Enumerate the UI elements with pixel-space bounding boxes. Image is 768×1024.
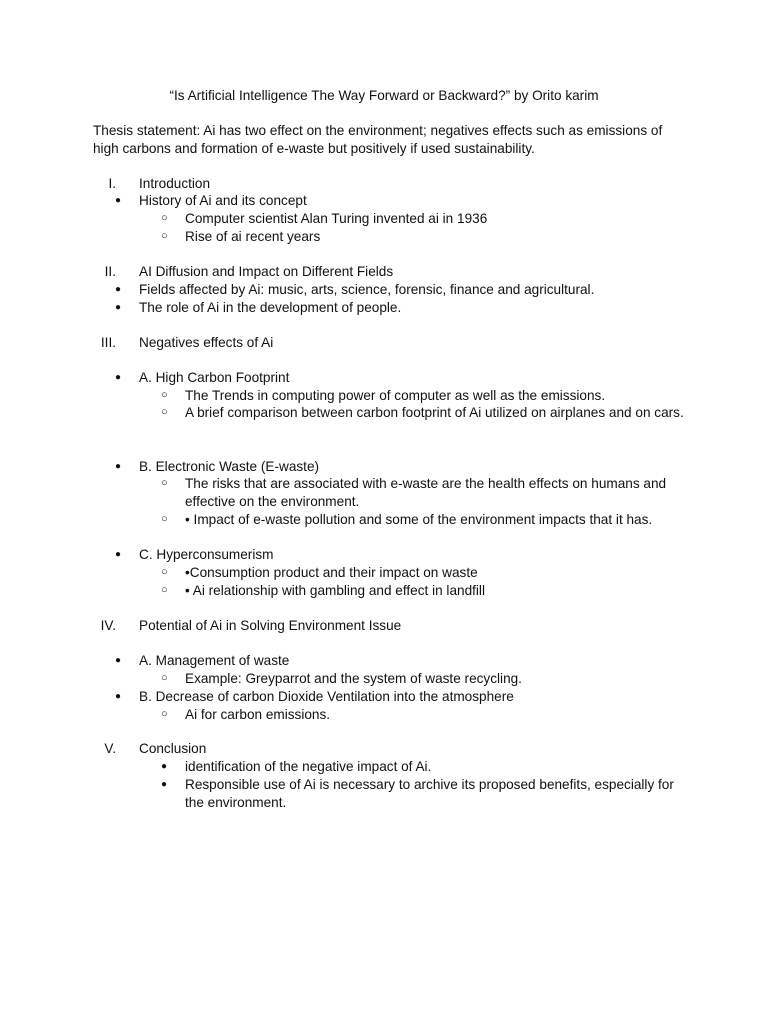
list-item: ● B. Decrease of carbon Dioxide Ventilation into the atmosphere (139, 688, 679, 706)
section-title: Negatives effects of Ai (139, 335, 274, 350)
list-item: ● A. Management of waste (139, 652, 679, 670)
section-numeral: V. (104, 741, 116, 756)
section-numeral: IV. (100, 618, 116, 633)
section-heading-ai-diffusion (0, 263, 768, 281)
thesis-statement: Thesis statement: Ai has two effect on the environment; negatives effects such as emissions of high carbons and formation of e-waste but positively if used sustainability. (93, 123, 663, 156)
section-title: Introduction (139, 176, 211, 191)
sub-list-item: ○ •Consumption product and their impact on waste (185, 564, 685, 582)
list-item: ● A. High Carbon Footprint (139, 369, 679, 387)
section-title: Potential of Ai in Solving Environment Issue (139, 618, 402, 633)
list-item: ● History of Ai and its concept (139, 192, 679, 210)
list-item: ● B. Electronic Waste (E-waste) (139, 458, 679, 476)
section-title: Conclusion (139, 741, 207, 756)
sub-list-item: ○ A brief comparison between carbon footprint of Ai utilized on airplanes and on cars. (185, 404, 685, 422)
list-item: ● Fields affected by Ai: music, arts, science, forensic, finance and agricultural. (139, 281, 679, 299)
section-numeral: I. (108, 176, 116, 191)
sub-list-item: ○ Example: Greyparrot and the system of waste recycling. (185, 670, 685, 688)
section-title: AI Diffusion and Impact on Different Fields (139, 264, 394, 279)
sub-list-item: ○ Rise of ai recent years (185, 228, 685, 246)
sub-list-item: ○ The Trends in computing power of computer as well as the emissions. (185, 387, 685, 405)
sub-list-item: ○ Computer scientist Alan Turing invented ai in 1936 (185, 210, 685, 228)
sub-list-item: ○ • Impact of e-waste pollution and some of the environment impacts that it has. (185, 511, 685, 529)
section-heading-negative-effects (0, 334, 768, 352)
section-heading-potential (0, 617, 768, 635)
conclusion-point: ● identification of the negative impact of Ai. (185, 758, 685, 776)
section-heading-conclusion (0, 740, 768, 758)
section-heading-introduction (0, 175, 768, 193)
list-item: ● The role of Ai in the development of people. (139, 299, 679, 317)
document-title: “Is Artificial Intelligence The Way Forward or Backward?” by Orito karim (169, 88, 599, 103)
section-numeral: III. (100, 335, 116, 350)
conclusion-point: ● Responsible use of Ai is necessary to archive its proposed benefits, especially for the environment. (185, 776, 685, 811)
sub-list-item: ○ The risks that are associated with e-waste are the health effects on humans and effective on the environment. (185, 475, 685, 510)
sub-list-item: ○ Ai for carbon emissions. (185, 706, 685, 724)
sub-list-item: ○ • Ai relationship with gambling and effect in landfill (185, 582, 685, 600)
list-item: ● C. Hyperconsumerism (139, 546, 679, 564)
section-numeral: II. (104, 264, 116, 279)
